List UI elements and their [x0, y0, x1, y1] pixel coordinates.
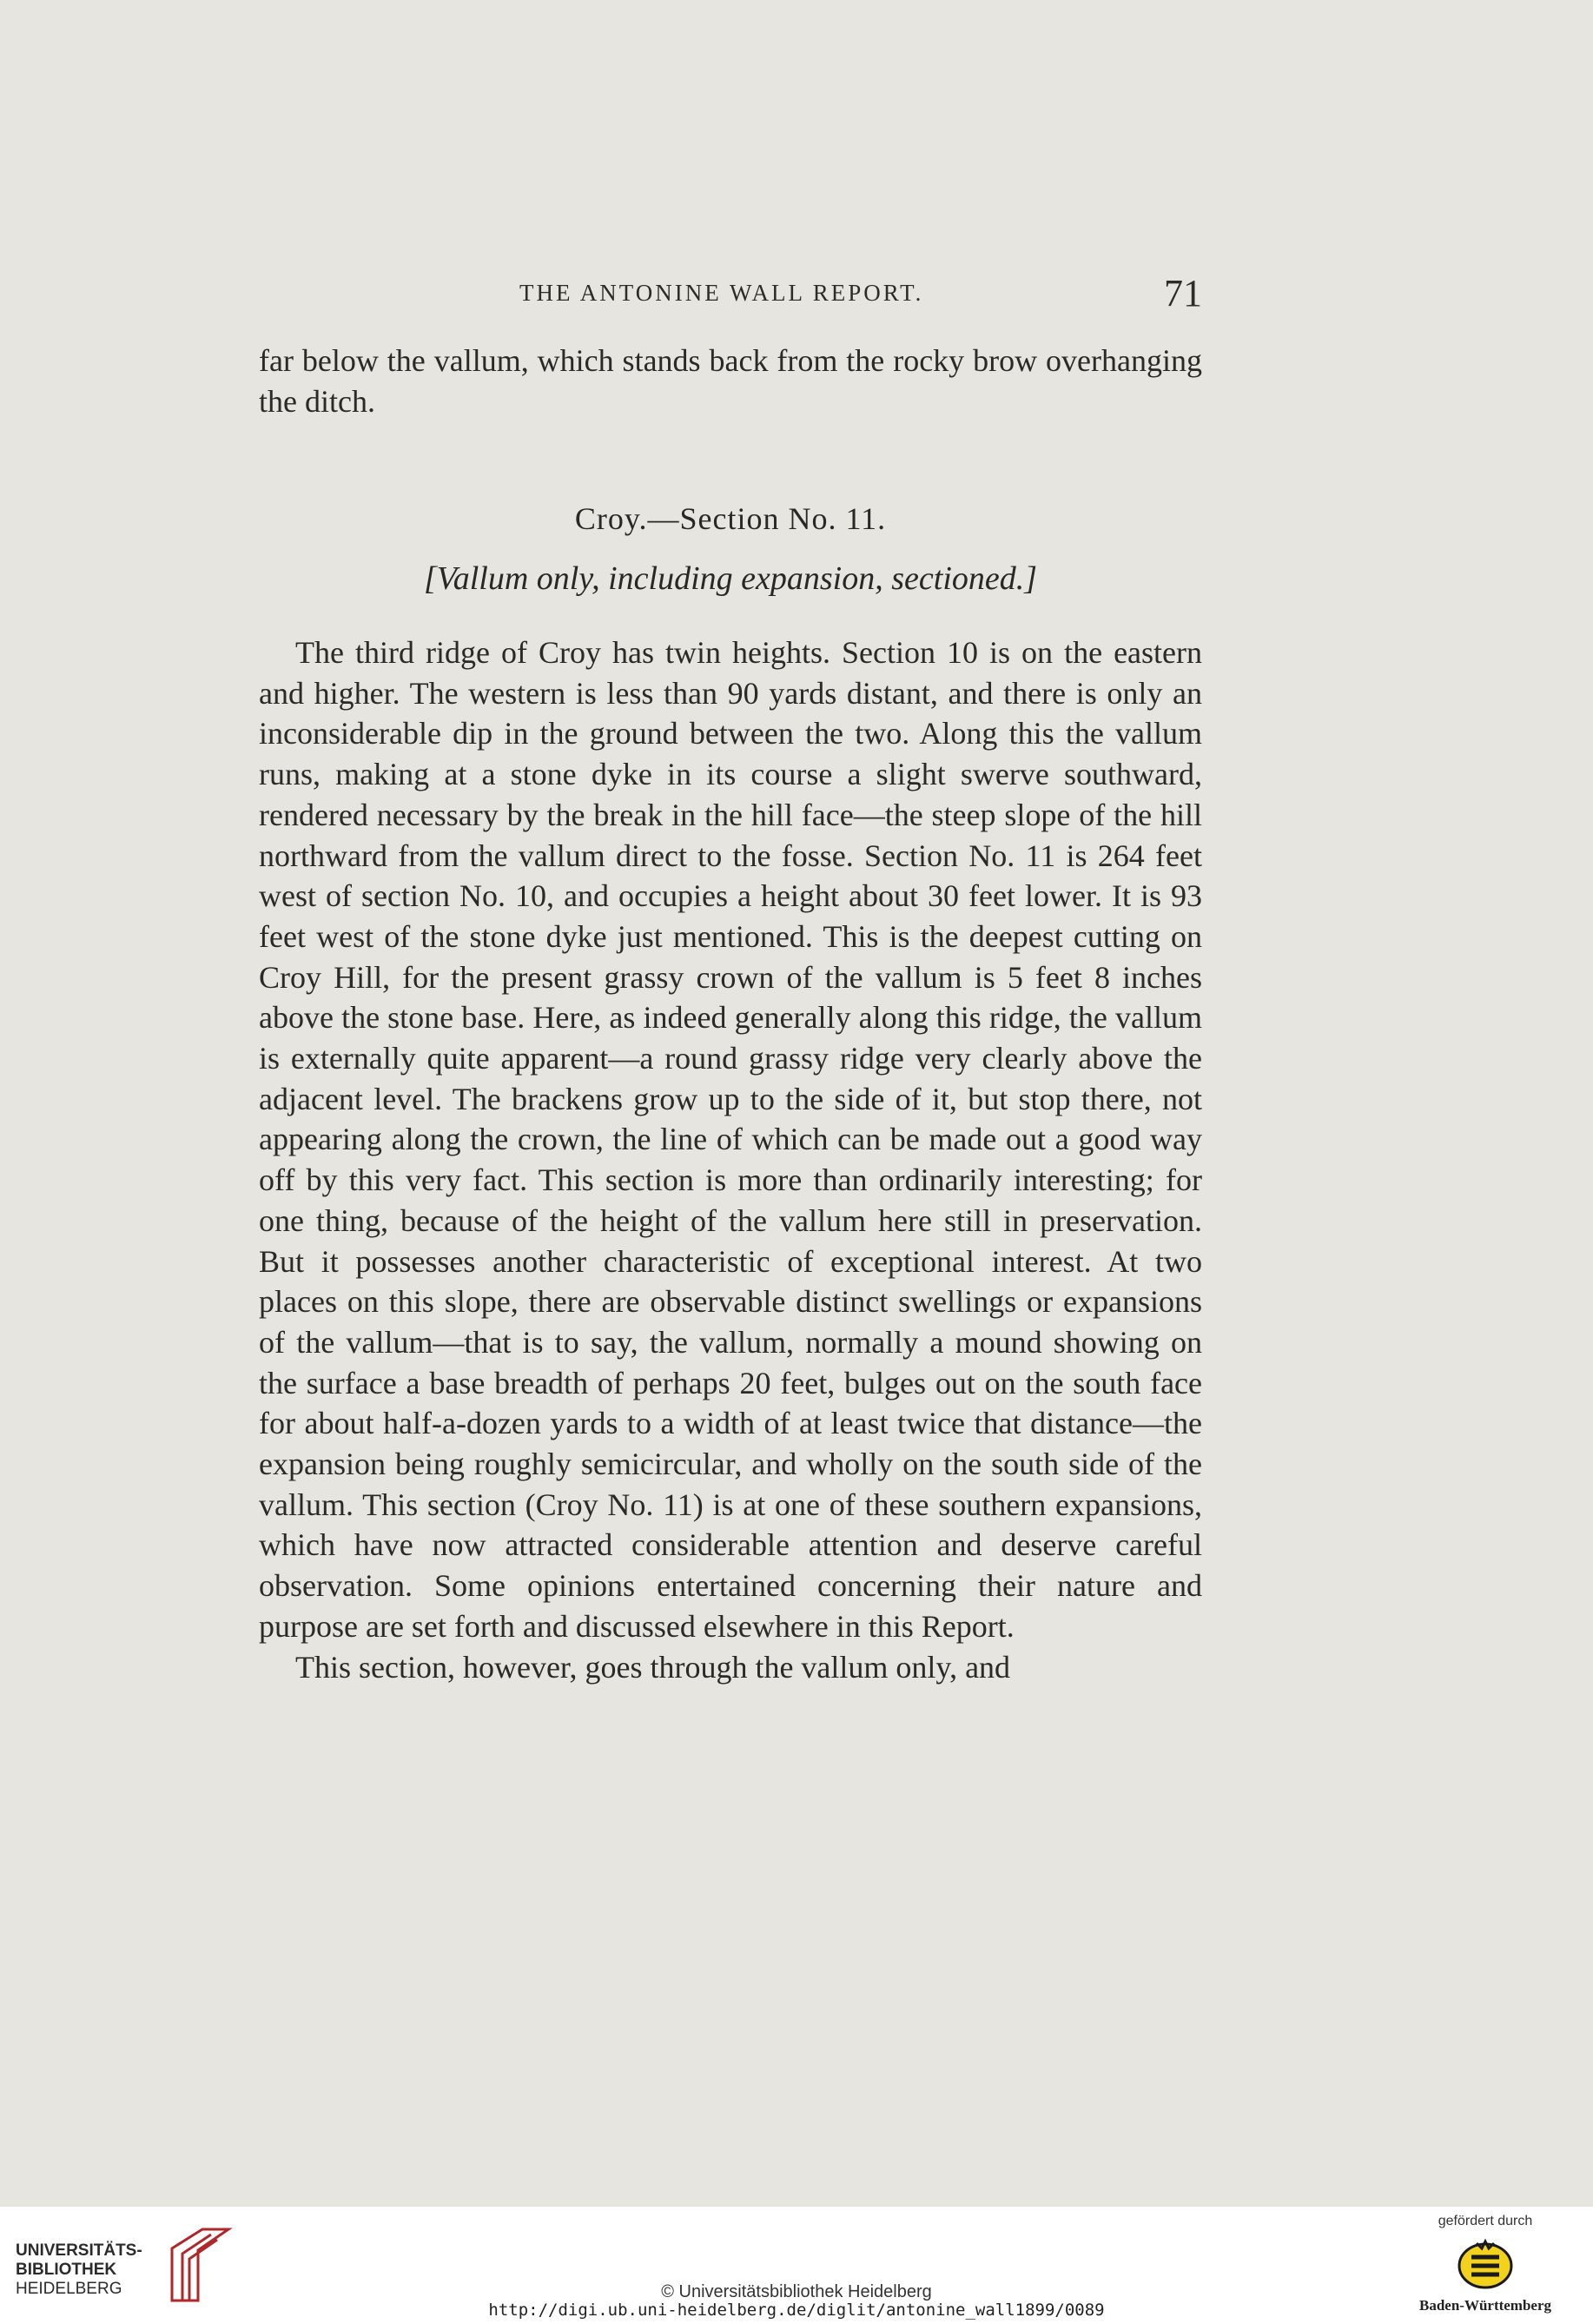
copyright-notice: © Universitätsbibliothek Heidelberg [661, 2282, 932, 2301]
library-name-line1: UNIVERSITÄTS- [16, 2241, 142, 2260]
sponsor-block [1390, 2214, 1581, 2318]
sponsor-name: Baden-Württemberg [1418, 2297, 1552, 2314]
paragraph: This section, however, goes through the vallum only, and [295, 1649, 1011, 1685]
permalink[interactable]: http://digi.ub.uni-heidelberg.de/diglit/antonine_wall1899/0089 [488, 2301, 1105, 2320]
intro-paragraph: far below the vallum, which stands back from the rocky brow overhanging the ditch. [259, 343, 1202, 419]
intro-text [259, 341, 1202, 421]
running-head [259, 272, 1202, 320]
running-title: THE ANTONINE WALL REPORT. [519, 280, 924, 306]
paragraph: The third ridge of Croy has twin heights. Section 10 is on the eastern and higher. The western is less than 90 yards distant, and there is only an inconsiderable dip in the ground between the two. Along this the vallum runs, making at a stone dyke in its course a slight swerve southward, rendered necessary by the break in the hill face—the steep slope of the hill northward from the vallum direct to the fosse. Section No. 11 is 264 feet west of section No. 10, and occupies a height about 30 feet lower. It is 93 feet west of the stone dyke just mentioned. This is the deepest cutting on Croy Hill, for the present grassy crown of the vallum is 5 feet 8 inches above the stone base. Here, as indeed generally along this ridge, the vallum is externally quite apparent—a round grassy ridge very clearly above the adjacent level. The brackens grow up to the side of it, but stop there, not appearing along the crown, the line of which can be made out a good way off by this very fact. This section is more than ordinarily interesting; for one thing, because of the height of the vallum here still in preservation. But it possesses another characteristic of exceptional interest. At two places on this slope, there are observable distinct swellings or expansions of the vallum—that is to say, the vallum, normally a mound showing on the surface a base breadth of perhaps 20 feet, bulges out on the south face for about half-a-dozen yards to a width of at least twice that distance—the expansion being roughly semicircular, and wholly on the south side of the vallum. This section (Croy No. 11) is at one of these southern expansions, which have now attracted considerable attention and deserve careful observation. Some opinions entertained concerning their nature and purpose are set forth and discussed elsewhere in this Report. [259, 635, 1202, 1644]
sponsor-label: gefördert durch [1438, 2214, 1533, 2228]
library-name-line2: BIBLIOTHEK [16, 2261, 117, 2279]
section-heading: Croy.—Section No. 11. [574, 501, 887, 536]
library-name-line3: HEIDELBERG [16, 2280, 122, 2298]
crest-icon [1456, 2238, 1515, 2290]
body-text [259, 632, 1202, 1687]
section-subtitle: [Vallum only, including expansion, sectioned.] [423, 560, 1038, 597]
page-number: 71 [1164, 272, 1202, 315]
